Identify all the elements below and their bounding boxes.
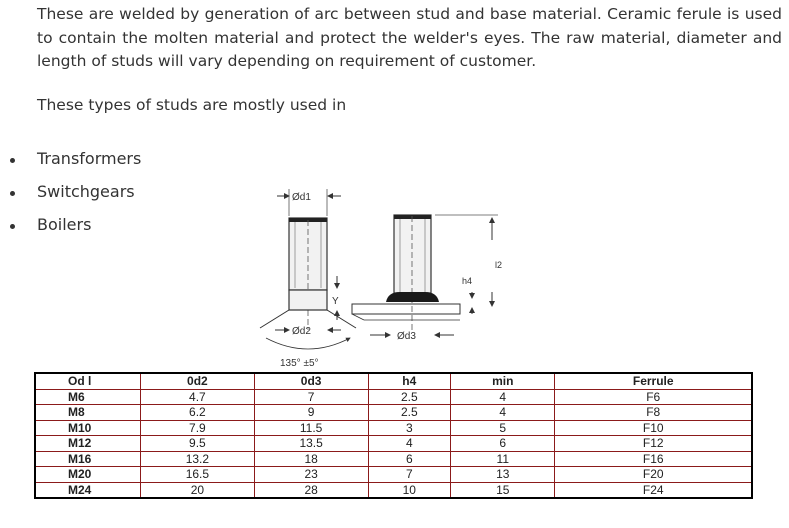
list-item-label: Transformers [37, 149, 142, 168]
table-cell: 10 [368, 482, 451, 498]
list-item [0, 180, 141, 213]
table-cell: 9 [254, 405, 368, 421]
table-cell: 6.2 [141, 405, 255, 421]
col-header: 0d3 [254, 373, 368, 389]
table-row [35, 482, 752, 498]
table-cell: F10 [555, 420, 752, 436]
table-cell: 16.5 [141, 467, 255, 483]
table-cell: M6 [35, 389, 141, 405]
table-cell: 4.7 [141, 389, 255, 405]
list-item [0, 147, 141, 180]
col-header: h4 [368, 373, 451, 389]
bullet-icon [10, 224, 15, 229]
bullet-icon [10, 191, 15, 196]
table-cell: M12 [35, 436, 141, 452]
col-header: min [451, 373, 555, 389]
table-cell: 11 [451, 451, 555, 467]
label-h4: h4 [462, 276, 473, 286]
table-cell: F16 [555, 451, 752, 467]
table-cell: 9.5 [141, 436, 255, 452]
table-cell: 3 [368, 420, 451, 436]
table-cell: M20 [35, 467, 141, 483]
stud-diagram [240, 180, 530, 370]
table-cell: 23 [254, 467, 368, 483]
table-cell: 4 [368, 436, 451, 452]
table-cell: 15 [451, 482, 555, 498]
table-cell: F20 [555, 467, 752, 483]
table-cell: 6 [451, 436, 555, 452]
label-d1: Ød1 [292, 192, 311, 203]
stud-spec-table [34, 372, 753, 499]
table-cell: 13 [451, 467, 555, 483]
uses-heading: These types of studs are mostly used in [37, 96, 347, 114]
table-cell: M10 [35, 420, 141, 436]
list-item [0, 213, 141, 246]
table-row [35, 467, 752, 483]
table-cell: 2.5 [368, 405, 451, 421]
table-cell: F8 [555, 405, 752, 421]
table-cell: 7 [368, 467, 451, 483]
table-cell: F12 [555, 436, 752, 452]
table-cell: 4 [451, 389, 555, 405]
table-row [35, 451, 752, 467]
table-header-row [35, 373, 752, 389]
table-cell: 7 [254, 389, 368, 405]
table-cell: 13.2 [141, 451, 255, 467]
table-cell: M16 [35, 451, 141, 467]
col-header: Ferrule [555, 373, 752, 389]
label-y: Y [332, 296, 339, 307]
col-header: Od l [35, 373, 141, 389]
table-cell: 6 [368, 451, 451, 467]
stud-right [352, 215, 502, 342]
table-cell: M24 [35, 482, 141, 498]
table-cell: 2.5 [368, 389, 451, 405]
list-item-label: Boilers [37, 215, 92, 234]
list-item-label: Switchgears [37, 182, 135, 201]
table-cell: M8 [35, 405, 141, 421]
label-angle: 135° ±5° [280, 358, 319, 369]
table-cell: 11.5 [254, 420, 368, 436]
table-cell: F6 [555, 389, 752, 405]
label-l2: l2 [495, 260, 503, 270]
label-d3: Ød3 [397, 331, 416, 342]
table-row [35, 436, 752, 452]
description-paragraph: These are welded by generation of arc between stud and base material. Ceramic ferule is used to contain the molten material and protect the welder's eyes. The raw material, diameter and length of studs will vary depending on requirement of customer. [37, 5, 782, 70]
table-row [35, 389, 752, 405]
label-d2: Ød2 [292, 326, 311, 337]
col-header: 0d2 [141, 373, 255, 389]
uses-list [0, 147, 141, 246]
bullet-icon [10, 158, 15, 163]
stud-left [260, 189, 356, 369]
table-cell: 13.5 [254, 436, 368, 452]
table-row [35, 405, 752, 421]
table-cell: F24 [555, 482, 752, 498]
table-cell: 28 [254, 482, 368, 498]
table-row [35, 420, 752, 436]
table-cell: 20 [141, 482, 255, 498]
table-cell: 7.9 [141, 420, 255, 436]
table-cell: 18 [254, 451, 368, 467]
table-cell: 5 [451, 420, 555, 436]
table-cell: 4 [451, 405, 555, 421]
